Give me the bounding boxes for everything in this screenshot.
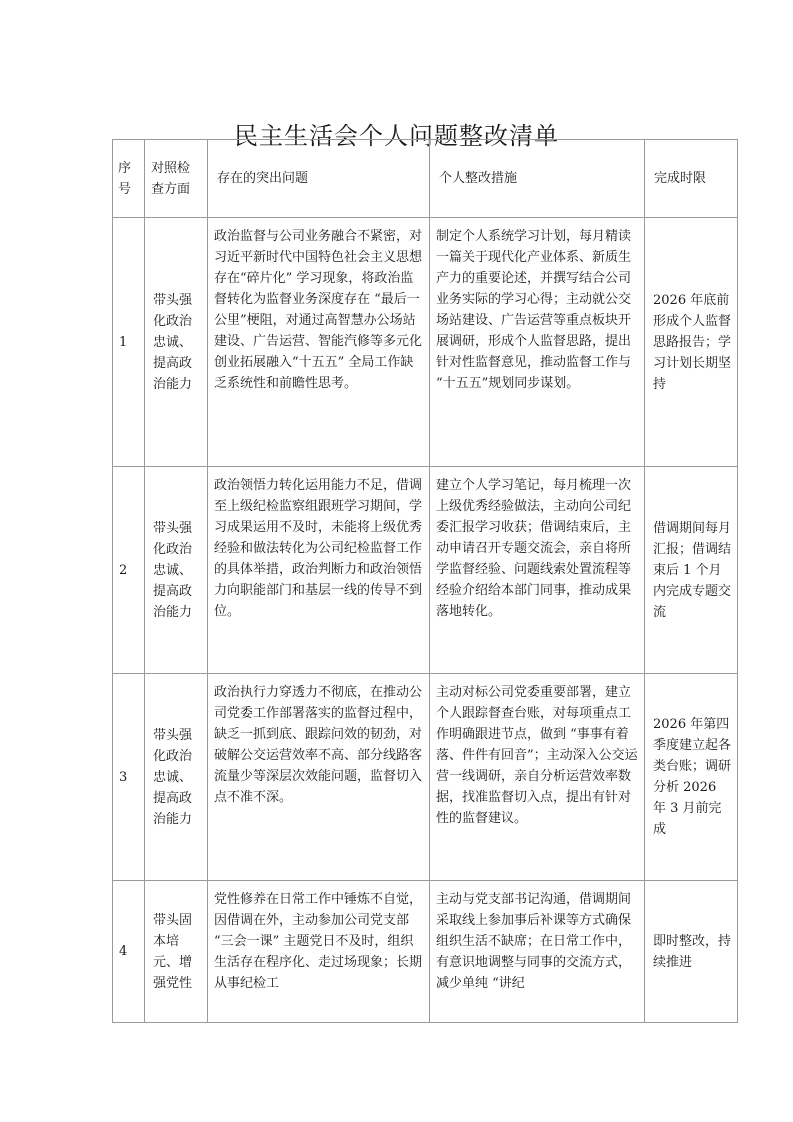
cell-issue: 党性修养在日常工作中锤炼不自觉，因借调在外，主动参加公司党支部 “三会一课” 主题党日不及时，组织生活存在程序化、走过场现象；长期从事纪检工 [208,881,430,1023]
table-row [113,218,738,467]
cell-aspect: 带头强化政治忠诚、提高政治能力 [145,467,208,674]
cell-no: 3 [113,674,145,881]
cell-aspect: 带头强化政治忠诚、提高政治能力 [145,218,208,467]
table-header-row [113,140,738,218]
cell-aspect: 带头固本培元、增强党性 [145,881,208,1023]
cell-measure: 主动对标公司党委重要部署，建立个人跟踪督查台账，对每项重点工作明确跟进节点，做到 “事事有着落、件件有回音”；主动深入公交运营一线调研，亲自分析运营效率数据，找准监督切入点，提出有针对性的监督建议。 [430,674,645,881]
header-aspect: 对照检查方面 [145,140,208,218]
cell-deadline: 即时整改，持续推进 [645,881,738,1023]
cell-issue: 政治领悟力转化运用能力不足，借调至上级纪检监察组跟班学习期间，学习成果运用不及时，未能将上级优秀经验和做法转化为公司纪检监督工作的具体举措，政治判断力和政治领悟力向职能部门和基层一线的传导不到位。 [208,467,430,674]
header-no: 序号 [113,140,145,218]
cell-no: 4 [113,881,145,1023]
cell-no: 1 [113,218,145,467]
cell-issue: 政治监督与公司业务融合不紧密，对习近平新时代中国特色社会主义思想存在“碎片化” 学习现象，将政治监督转化为监督业务深度存在 “最后一公里”梗阻，对通过高智慧办公场站建设、广告运营、智能汽修等多元化创业拓展融入“十五五” 全局工作缺乏系统性和前瞻性思考。 [208,218,430,467]
header-issue: 存在的突出问题 [208,140,430,218]
cell-measure: 主动与党支部书记沟通，借调期间采取线上参加事后补课等方式确保组织生活不缺席；在日常工作中，有意识地调整与同事的交流方式，减少单纯 “讲纪 [430,881,645,1023]
cell-no: 2 [113,467,145,674]
cell-deadline: 2026 年底前形成个人监督思路报告；学习计划长期坚持 [645,218,738,467]
table-row [113,467,738,674]
page-title: 民主生活会个人问题整改清单 [234,122,559,151]
cell-deadline: 借调期间每月汇报；借调结束后 1 个月内完成专题交流 [645,467,738,674]
cell-deadline: 2026 年第四季度建立起各类台账；调研分析 2026 年 3 月前完成 [645,674,738,881]
cell-measure: 建立个人学习笔记，每月梳理一次上级优秀经验做法，主动向公司纪委汇报学习收获；借调结束后，主动申请召开专题交流会，亲自将所学监督经验、问题线索处置流程等经验介绍给本部门同事，推动成果落地转化。 [430,467,645,674]
cell-aspect: 带头强化政治忠诚、提高政治能力 [145,674,208,881]
table-row [113,674,738,881]
cell-issue: 政治执行力穿透力不彻底，在推动公司党委工作部署落实的监督过程中，缺乏一抓到底、跟踪问效的韧劲，对破解公交运营效率不高、部分线路客流量少等深层次效能问题，监督切入点不准不深。 [208,674,430,881]
cell-measure: 制定个人系统学习计划，每月精读一篇关于现代化产业体系、新质生产力的重要论述，并撰写结合公司业务实际的学习心得；主动就公交场站建设、广告运营等重点板块开展调研，形成个人监督思路，提出针对性监督意见，推动监督工作与 “十五五”规划同步谋划。 [430,218,645,467]
table-row [113,881,738,1023]
header-measure: 个人整改措施 [430,140,645,218]
rectification-table [112,139,738,1023]
header-deadline: 完成时限 [645,140,738,218]
